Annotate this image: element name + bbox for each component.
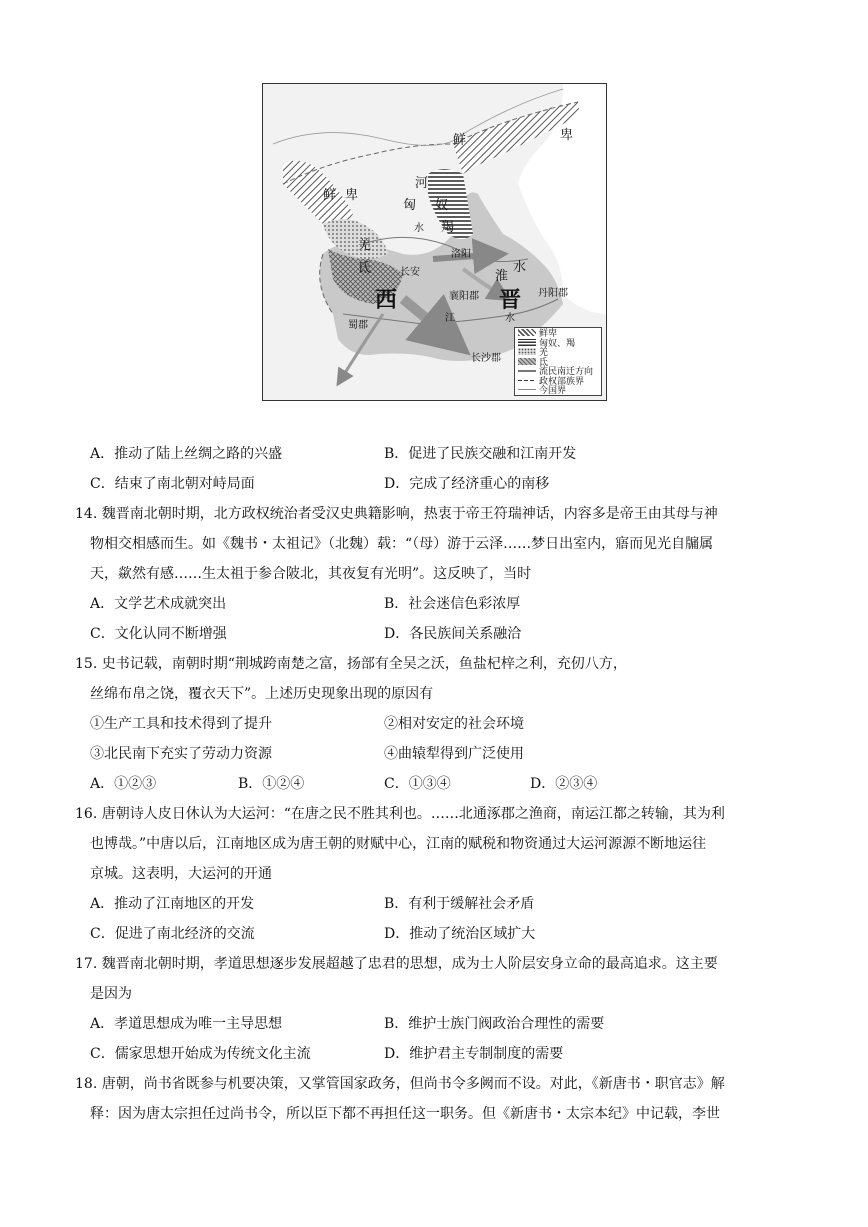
legend-label: 鲜卑 [539, 329, 558, 340]
q15-stem-line1: 15. 史书记载，南朝时期“荆城跨南楚之富，扬部有全吴之沃，鱼盐杞梓之利，充仞八方， [75, 656, 627, 672]
legend-row [515, 385, 601, 395]
label-changan: 长安 [400, 267, 420, 278]
q14-option-d: D．各民族间关系融洽 [384, 626, 522, 642]
q17-option-b: B．维护士族门阀政治合理性的需要 [384, 1016, 605, 1032]
map-legend [514, 327, 602, 396]
label-xi: 西 [375, 287, 398, 313]
label-huai: 淮 [495, 269, 509, 284]
label-xianbei-top-1: 鲜 [453, 133, 467, 148]
solid-line-icon [518, 389, 536, 390]
label-jie: 羯 [441, 220, 455, 235]
q13-option-c: C．结束了南北朝对峙局面 [90, 476, 255, 492]
q15-stem-line2: 丝绵布帛之饶，覆衣天下”。上述历史现象出现的原因有 [90, 686, 434, 702]
label-xianbei-left-2: 卑 [345, 188, 359, 203]
arrow-icon [518, 370, 536, 372]
legend-label: 羌 [539, 348, 549, 359]
q16-stem-line3: 京城。这表明，大运河的开通 [90, 866, 272, 882]
horizontal-hatch-icon [518, 339, 536, 346]
label-shu: 蜀郡 [348, 320, 368, 331]
label-jiang: 江 [445, 313, 455, 324]
label-xiongnu-2: 奴 [435, 198, 449, 213]
q17-option-a: A．孝道思想成为唯一主导思想 [90, 1016, 283, 1032]
legend-label: 政权部族界 [539, 376, 585, 387]
label-jiang-shui: 水 [505, 313, 515, 324]
legend-label: 匈奴、羯 [539, 338, 576, 349]
q13-option-d: D．完成了经济重心的南移 [384, 476, 550, 492]
q14-option-c: C．文化认同不断增强 [90, 626, 227, 642]
q17-stem-line1: 17. 魏晋南北朝时期，孝道思想逐步发展超越了忠君的思想，成为士人阶层安身立命的最高追求。这主要 [75, 956, 718, 972]
q15-option-a: A．①②③ [90, 776, 157, 792]
q15-statement-3: ③北民南下充实了劳动力资源 [90, 746, 272, 762]
label-luoyang: 洛阳 [451, 249, 471, 260]
label-xianbei-left-1: 鲜 [323, 188, 337, 203]
q15-option-b: B．①②④ [238, 776, 305, 792]
q16-stem-line2: 也博哉。”中唐以后，江南地区成为唐王朝的财赋中心，江南的赋税和物资通过大运河源源不断地运往 [90, 836, 707, 852]
legend-label: 流民南迁方向 [539, 367, 594, 378]
label-xiongnu-1: 匈 [403, 198, 417, 213]
label-huai-shui: 水 [513, 260, 527, 275]
dots-icon [518, 348, 536, 355]
q18-stem-line1: 18. 唐朝，尚书省既参与机要决策，又掌管国家政务，但尚书令多阙而不设。对此，《新唐书・职官志》解 [75, 1076, 725, 1092]
q14-stem-line2: 物相交相感而生。如《魏书・太祖记》（北魏）载：“（母）游于云泽……梦日出室内，寤而见光自牖属 [90, 536, 714, 552]
label-jin: 晋 [499, 287, 522, 313]
label-xiangyang: 襄阳郡 [449, 291, 479, 302]
q17-option-d: D．维护君主专制制度的需要 [384, 1046, 564, 1062]
q16-option-b: B．有利于缓解社会矛盾 [384, 896, 535, 912]
dashed-line-icon [518, 380, 536, 381]
label-he: 河 [415, 176, 429, 191]
q13-option-b: B．促进了民族交融和江南开发 [384, 446, 577, 462]
q15-statement-4: ④曲辕犁得到广泛使用 [384, 746, 524, 762]
q16-option-c: C．促进了南北经济的交流 [90, 926, 255, 942]
label-changsha: 长沙郡 [471, 353, 501, 364]
q15-statement-1: ①生产工具和技术得到了提升 [90, 716, 272, 732]
q15-option-d: D．②③④ [530, 776, 598, 792]
q16-stem-line1: 16. 唐朝诗人皮日休认为大运河：“在唐之民不胜其利也。……北通涿郡之渔商，南运江都之转输，其为利 [75, 806, 725, 822]
label-di: 氐 [358, 261, 372, 276]
migration-map [262, 83, 607, 401]
legend-label: 今国界 [539, 386, 567, 397]
q15-statement-2: ②相对安定的社会环境 [384, 716, 524, 732]
legend-label: 氐 [539, 357, 549, 368]
q17-stem-line2: 是因为 [90, 986, 132, 1002]
q14-stem-line3: 天，歘然有感……生太祖于参合陂北，其夜复有光明”。这反映了，当时 [90, 566, 532, 582]
label-danyang: 丹阳郡 [538, 288, 568, 299]
label-he-shui: 水 [414, 223, 424, 234]
q16-option-d: D．推动了统治区域扩大 [384, 926, 536, 942]
legend-row [515, 338, 601, 348]
q17-option-c: C．儒家思想开始成为传统文化主流 [90, 1046, 311, 1062]
q16-option-a: A．推动了江南地区的开发 [90, 896, 255, 912]
q14-option-b: B．社会迷信色彩浓厚 [384, 596, 521, 612]
q14-stem-line1: 14. 魏晋南北朝时期，北方政权统治者受汉史典籍影响，热衷于帝王符瑞神话，内容多是帝王由其母与神 [75, 506, 718, 522]
q13-option-a: A．推动了陆上丝绸之路的兴盛 [90, 446, 283, 462]
label-qiang: 羌 [358, 238, 372, 253]
q15-option-c: C．①③④ [384, 776, 451, 792]
q18-stem-line2: 释：因为唐太宗担任过尚书令，所以臣下都不再担任这一职务。但《新唐书・太宗本纪》中记载，李世 [90, 1106, 720, 1122]
label-xianbei-top-2: 卑 [560, 128, 574, 143]
q14-option-a: A．文学艺术成就突出 [90, 596, 227, 612]
diagonal-hatch-icon [518, 329, 536, 336]
crosshatch-icon [518, 358, 536, 365]
